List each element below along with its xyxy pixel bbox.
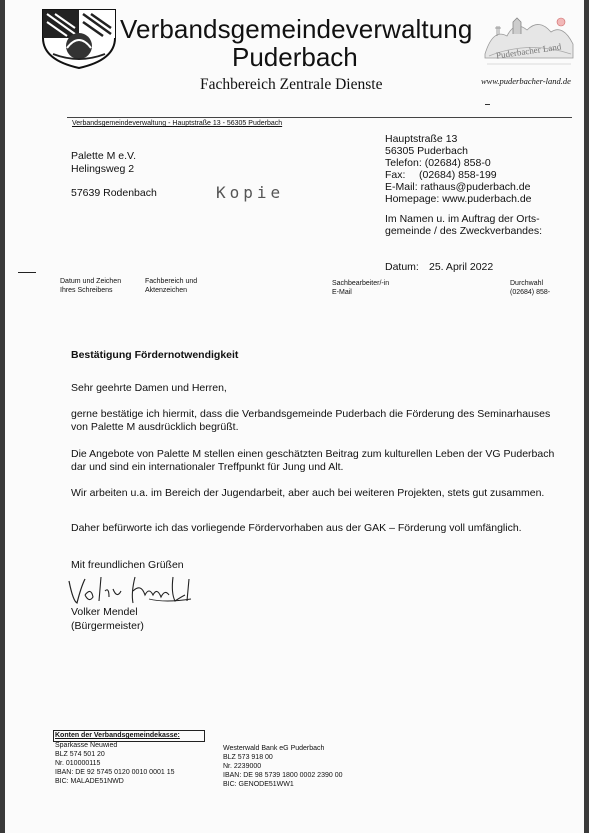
ref-col2-line1: Fachbereich und (145, 278, 198, 285)
contact-city: 56305 Puderbach (385, 145, 468, 157)
mandate-line2: gemeinde / des Zweckverbandes: (385, 225, 543, 237)
date-value: 25. April 2022 (429, 261, 494, 273)
ref-col1-line2: Ihres Schreibens (60, 287, 113, 294)
body-paragraph-1: gerne bestätige ich hiermit, dass die Verbandsgemeinde Puderbach die Förderung des Seminarhauses von Palette M ausdrücklich begrüßt. (71, 408, 551, 433)
puderbacher-land-logo (483, 14, 575, 72)
recipient-line1: Palette M e.V. (71, 150, 136, 162)
contact-street: Hauptstraße 13 (385, 133, 458, 145)
body-paragraph-4: Daher befürworte ich das vorliegende Fördervorhaben aus der GAK – Förderung voll umfänglich. (71, 522, 522, 534)
sender-line: Verbandsgemeindeverwaltung - Hauptstraße 13 - 56305 Puderbach (72, 120, 283, 127)
letter-page (5, 0, 584, 833)
footer-heading: Konten der Verbandsgemeindekasse: (55, 732, 180, 739)
bank1-name: Sparkasse Neuwied (55, 742, 118, 749)
contact-homepage: Homepage: www.puderbach.de (385, 193, 532, 205)
bank2-nr: Nr. 2239000 (223, 763, 262, 770)
recipient-line3: 57639 Rodenbach (71, 187, 157, 199)
ref-col4-line2: (02684) 858- (510, 289, 551, 296)
signer-title: (Bürgermeister) (71, 620, 144, 632)
bank1-nr: Nr. 010000115 (55, 760, 101, 767)
ref-col1-line1: Datum und Zeichen (60, 278, 122, 285)
ref-col3-line2: E-Mail (332, 289, 352, 296)
ref-col3-line1: Sachbearbeiter/-in (332, 280, 390, 287)
bank2-blz: BLZ 573 918 00 (223, 754, 273, 761)
website-url: www.puderbacher-land.de (481, 76, 571, 86)
date-label: Datum: (385, 261, 419, 273)
coat-of-arms-icon (39, 8, 119, 70)
contact-fax-label: Fax: (385, 169, 406, 181)
fold-mark (18, 272, 36, 273)
bank1-bic: BIC: MALADE51NWD (55, 778, 124, 785)
department-name: Fachbereich Zentrale Dienste (200, 76, 383, 93)
signature-image (65, 573, 205, 609)
bank1-iban: IBAN: DE 92 5745 0120 0010 0001 15 (55, 769, 175, 776)
bank2-iban: IBAN: DE 98 5739 1800 0002 2390 00 (223, 772, 343, 779)
svg-text:Puderbacher Land: Puderbacher Land (495, 41, 562, 61)
ref-col4-line1: Durchwahl (510, 280, 544, 287)
body-paragraph-3: Wir arbeiten u.a. im Bereich der Jugendarbeit, aber auch bei weiteren Projekten, stets gut zusammen. (71, 487, 545, 499)
salutation: Sehr geehrte Damen und Herren, (71, 382, 227, 394)
ref-col2-line2: Aktenzeichen (145, 287, 188, 294)
signer-name: Volker Mendel (71, 606, 138, 618)
closing: Mit freundlichen Grüßen (71, 559, 184, 571)
header-divider (67, 117, 572, 118)
mandate-line1: Im Namen u. im Auftrag der Orts- (385, 213, 540, 225)
bank2-bic: BIC: GENODE51WW1 (223, 781, 294, 788)
bank1-blz: BLZ 574 501 20 (55, 751, 105, 758)
contact-email: E-Mail: rathaus@puderbach.de (385, 181, 531, 193)
body-paragraph-2: Die Angebote von Palette M stellen einen geschätzten Beitrag zum kulturellen Leben der VG Puderbach dar und sind ein internationaler Treffpunkt für Jung und Alt. (71, 448, 555, 473)
org-name-line2: Puderbach (232, 42, 358, 72)
contact-phone: Telefon: (02684) 858-0 (385, 157, 491, 169)
recipient-line2: Helingsweg 2 (71, 163, 135, 175)
subject-line: Bestätigung Fördernotwendigkeit (71, 349, 239, 361)
divider-mark (485, 104, 490, 105)
copy-stamp: Kopie (216, 183, 285, 202)
bank2-name: Westerwald Bank eG Puderbach (223, 745, 325, 752)
contact-fax: (02684) 858-199 (419, 169, 497, 181)
org-name-line1: Verbandsgemeindeverwaltung (120, 14, 473, 44)
